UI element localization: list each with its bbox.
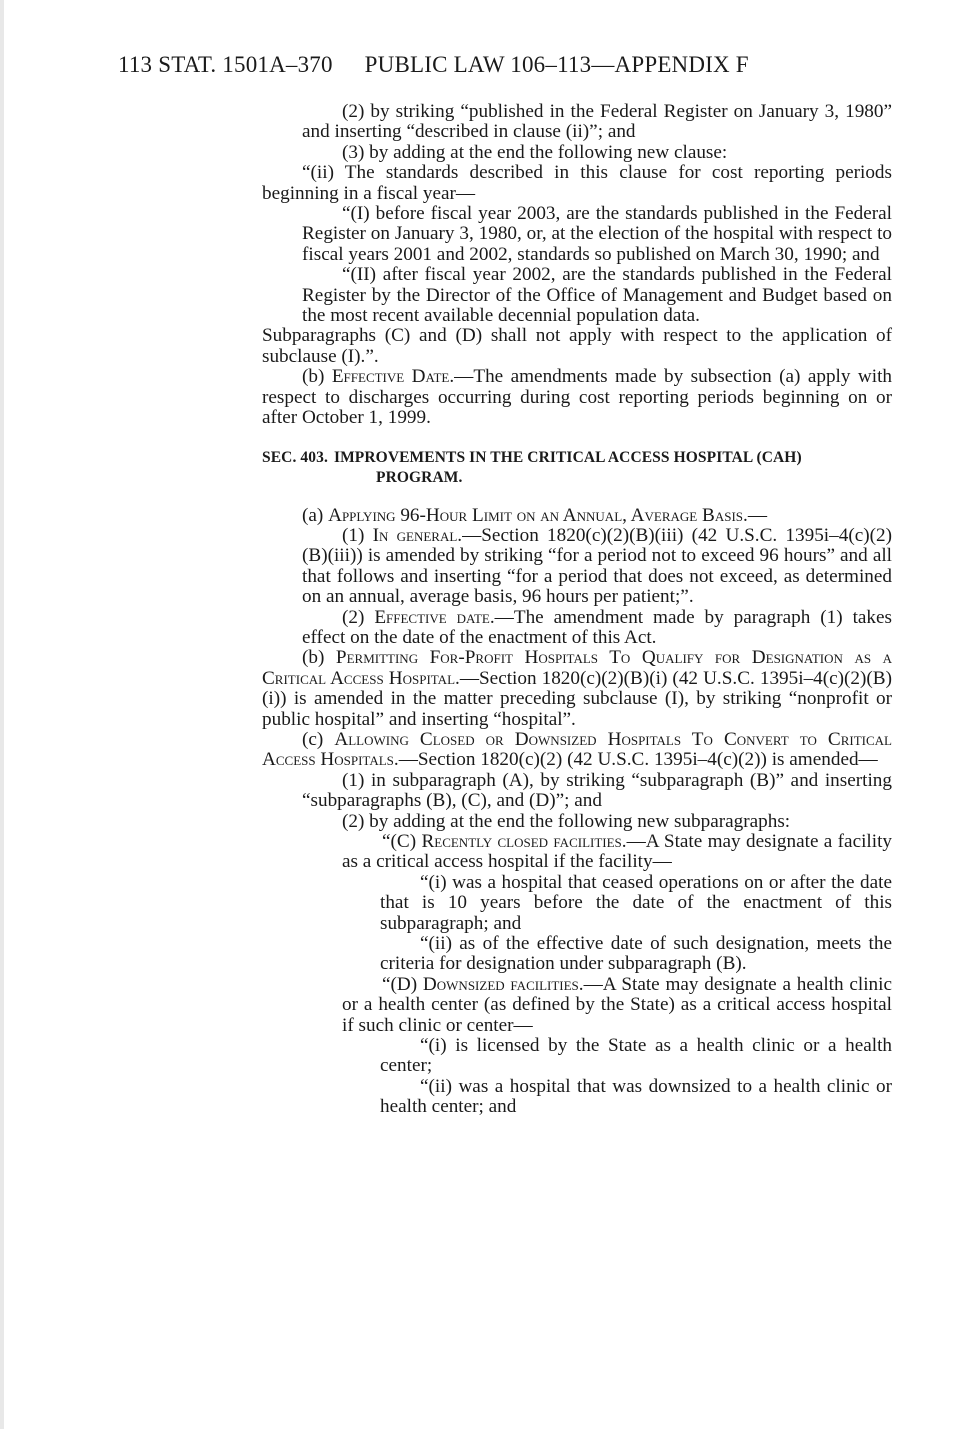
- subsection-c-label: (c): [302, 728, 335, 750]
- subsection-b2-label: (b): [302, 647, 336, 669]
- subsection-b2-caption: Permitting For-Profit Hospitals To Qualify for Designation as a Critical Access Hospital: [262, 647, 892, 689]
- paragraph-a1-label: (1): [342, 524, 373, 546]
- subsection-a-label: (a): [302, 504, 329, 526]
- subparagraph-C-clause-ii: “(ii) as of the effective date of such designation, meets the criteria for designation under subparagraph (B).: [380, 933, 892, 975]
- scan-edge: [0, 0, 4, 1429]
- subparagraph-D-caption: Downsized facilities: [422, 973, 579, 995]
- subparagraph-C-text: .—A State may designate a facility as a critical access hospital if the facility—: [342, 831, 893, 873]
- paragraph-a1-caption: In general: [372, 524, 458, 546]
- subsection-c-text: .—Section 1820(c)(2) (42 U.S.C. 1395i–4(c)(2)) is amended—: [393, 749, 878, 771]
- subparagraph-C-label: “(C): [382, 831, 422, 852]
- subparagraph-D-clause-ii: “(ii) was a hospital that was downsized to a health clinic or health center; and: [380, 1075, 892, 1118]
- subparagraph-D-clause-i: “(i) is licensed by the State as a health clinic or a health center;: [380, 1035, 892, 1077]
- section-title-line2: PROGRAM.: [376, 468, 463, 486]
- subsection-b-label: (b): [302, 366, 332, 388]
- paragraph-a1-text: .—Section 1820(c)(2)(B)(iii) (42 U.S.C. 1395i–4(c)(2)(B)(iii)) is amended by striking “for a period not to exceed 96 hours” and all that follows and inserting “for a period that does not exceed, as determined on an annual, average basis, 96 hours per patient;”.: [302, 524, 892, 608]
- subsection-a-heading: [262, 506, 892, 526]
- statute-citation: 113 STAT. 1501A–370: [118, 52, 333, 77]
- law-title: PUBLIC LAW 106–113—APPENDIX F: [364, 52, 749, 77]
- body-text: [262, 102, 892, 1118]
- subsection-b-effective-date: [262, 367, 892, 428]
- subparagraph-D-text: .—A State may designate a health clinic or a health center (as defined by the State) as a critical access hospital if such clinic or center—: [342, 973, 892, 1036]
- subparagraph-C-recently-closed: [262, 832, 892, 873]
- subparagraph-C-caption: Recently closed facilities: [421, 831, 622, 852]
- subsection-b-text: .—The amendments made by subsection (a) apply with respect to discharges occurring during cost reporting periods beginning on or after October 1, 1999.: [262, 366, 893, 429]
- subsection-b-for-profit: [262, 648, 892, 730]
- subsection-c-caption: Allowing Closed or Downsized Hospitals To Convert to Critical Access Hospitals: [262, 728, 892, 771]
- subparagraphs-note: Subparagraphs (C) and (D) shall not apply with respect to the application of subclause (I).”.: [262, 325, 892, 367]
- subparagraph-D-label: “(D): [382, 973, 423, 995]
- paragraph-a2-effective-date: [262, 608, 892, 649]
- subparagraph-D-downsized: [262, 975, 892, 1036]
- subsection-a-caption: Applying 96-Hour Limit on an Annual, Average Basis: [328, 504, 744, 526]
- subclause-II: “(II) after fiscal year 2002, are the standards published in the Federal Register by the Director of the Office of Management and Budget based on the most recent available decennial population data.: [302, 264, 892, 327]
- section-number: SEC. 403.: [262, 448, 328, 466]
- section-title-line1: IMPROVEMENTS IN THE CRITICAL ACCESS HOSPITAL (CAH): [333, 448, 802, 466]
- paragraph-c1: (1) in subparagraph (A), by striking “subparagraph (B)” and inserting “subparagraphs (B), (C), and (D)”; and: [302, 769, 892, 812]
- subsection-c-closed-downsized: [262, 730, 892, 771]
- paragraph-c2: (2) by adding at the end the following new subparagraphs:: [342, 810, 791, 832]
- paragraph-3-adding: (3) by adding at the end the following new clause:: [342, 141, 728, 163]
- paragraph-a2-caption: Effective date: [374, 606, 490, 628]
- subsection-b2-text: .—Section 1820(c)(2)(B)(i) (42 U.S.C. 1395i–4(c)(2)(B)(i)) is amended in the matter preceding subclause (I), by striking “nonprofit or public hospital” and inserting “hospital”.: [262, 667, 892, 730]
- paragraph-a1-in-general: [262, 526, 892, 608]
- subsection-b-caption: Effective Date: [331, 366, 450, 388]
- subclause-I: “(I) before fiscal year 2003, are the standards published in the Federal Register on January 3, 1980, or, at the election of the hospital with respect to fiscal years 2001 and 2002, standards so published on March 30, 1990; and: [302, 203, 892, 265]
- running-header: [118, 52, 775, 78]
- subsection-a-dash: .—: [743, 504, 767, 526]
- subparagraph-C-clause-i: “(i) was a hospital that ceased operations on or after the date that is 10 years before the date of the enactment of this subparagraph; and: [380, 871, 892, 934]
- paragraph-a2-text: .—The amendment made by paragraph (1) takes effect on the date of the enactment of this Act.: [302, 606, 893, 648]
- section-heading: [262, 448, 892, 488]
- paragraph-2-striking: (2) by striking “published in the Federal Register on January 3, 1980” and inserting “described in clause (ii)”; and: [302, 101, 892, 143]
- clause-ii: “(ii) The standards described in this clause for cost reporting periods beginning in a fiscal year—: [262, 162, 892, 204]
- paragraph-a2-label: (2): [342, 606, 375, 628]
